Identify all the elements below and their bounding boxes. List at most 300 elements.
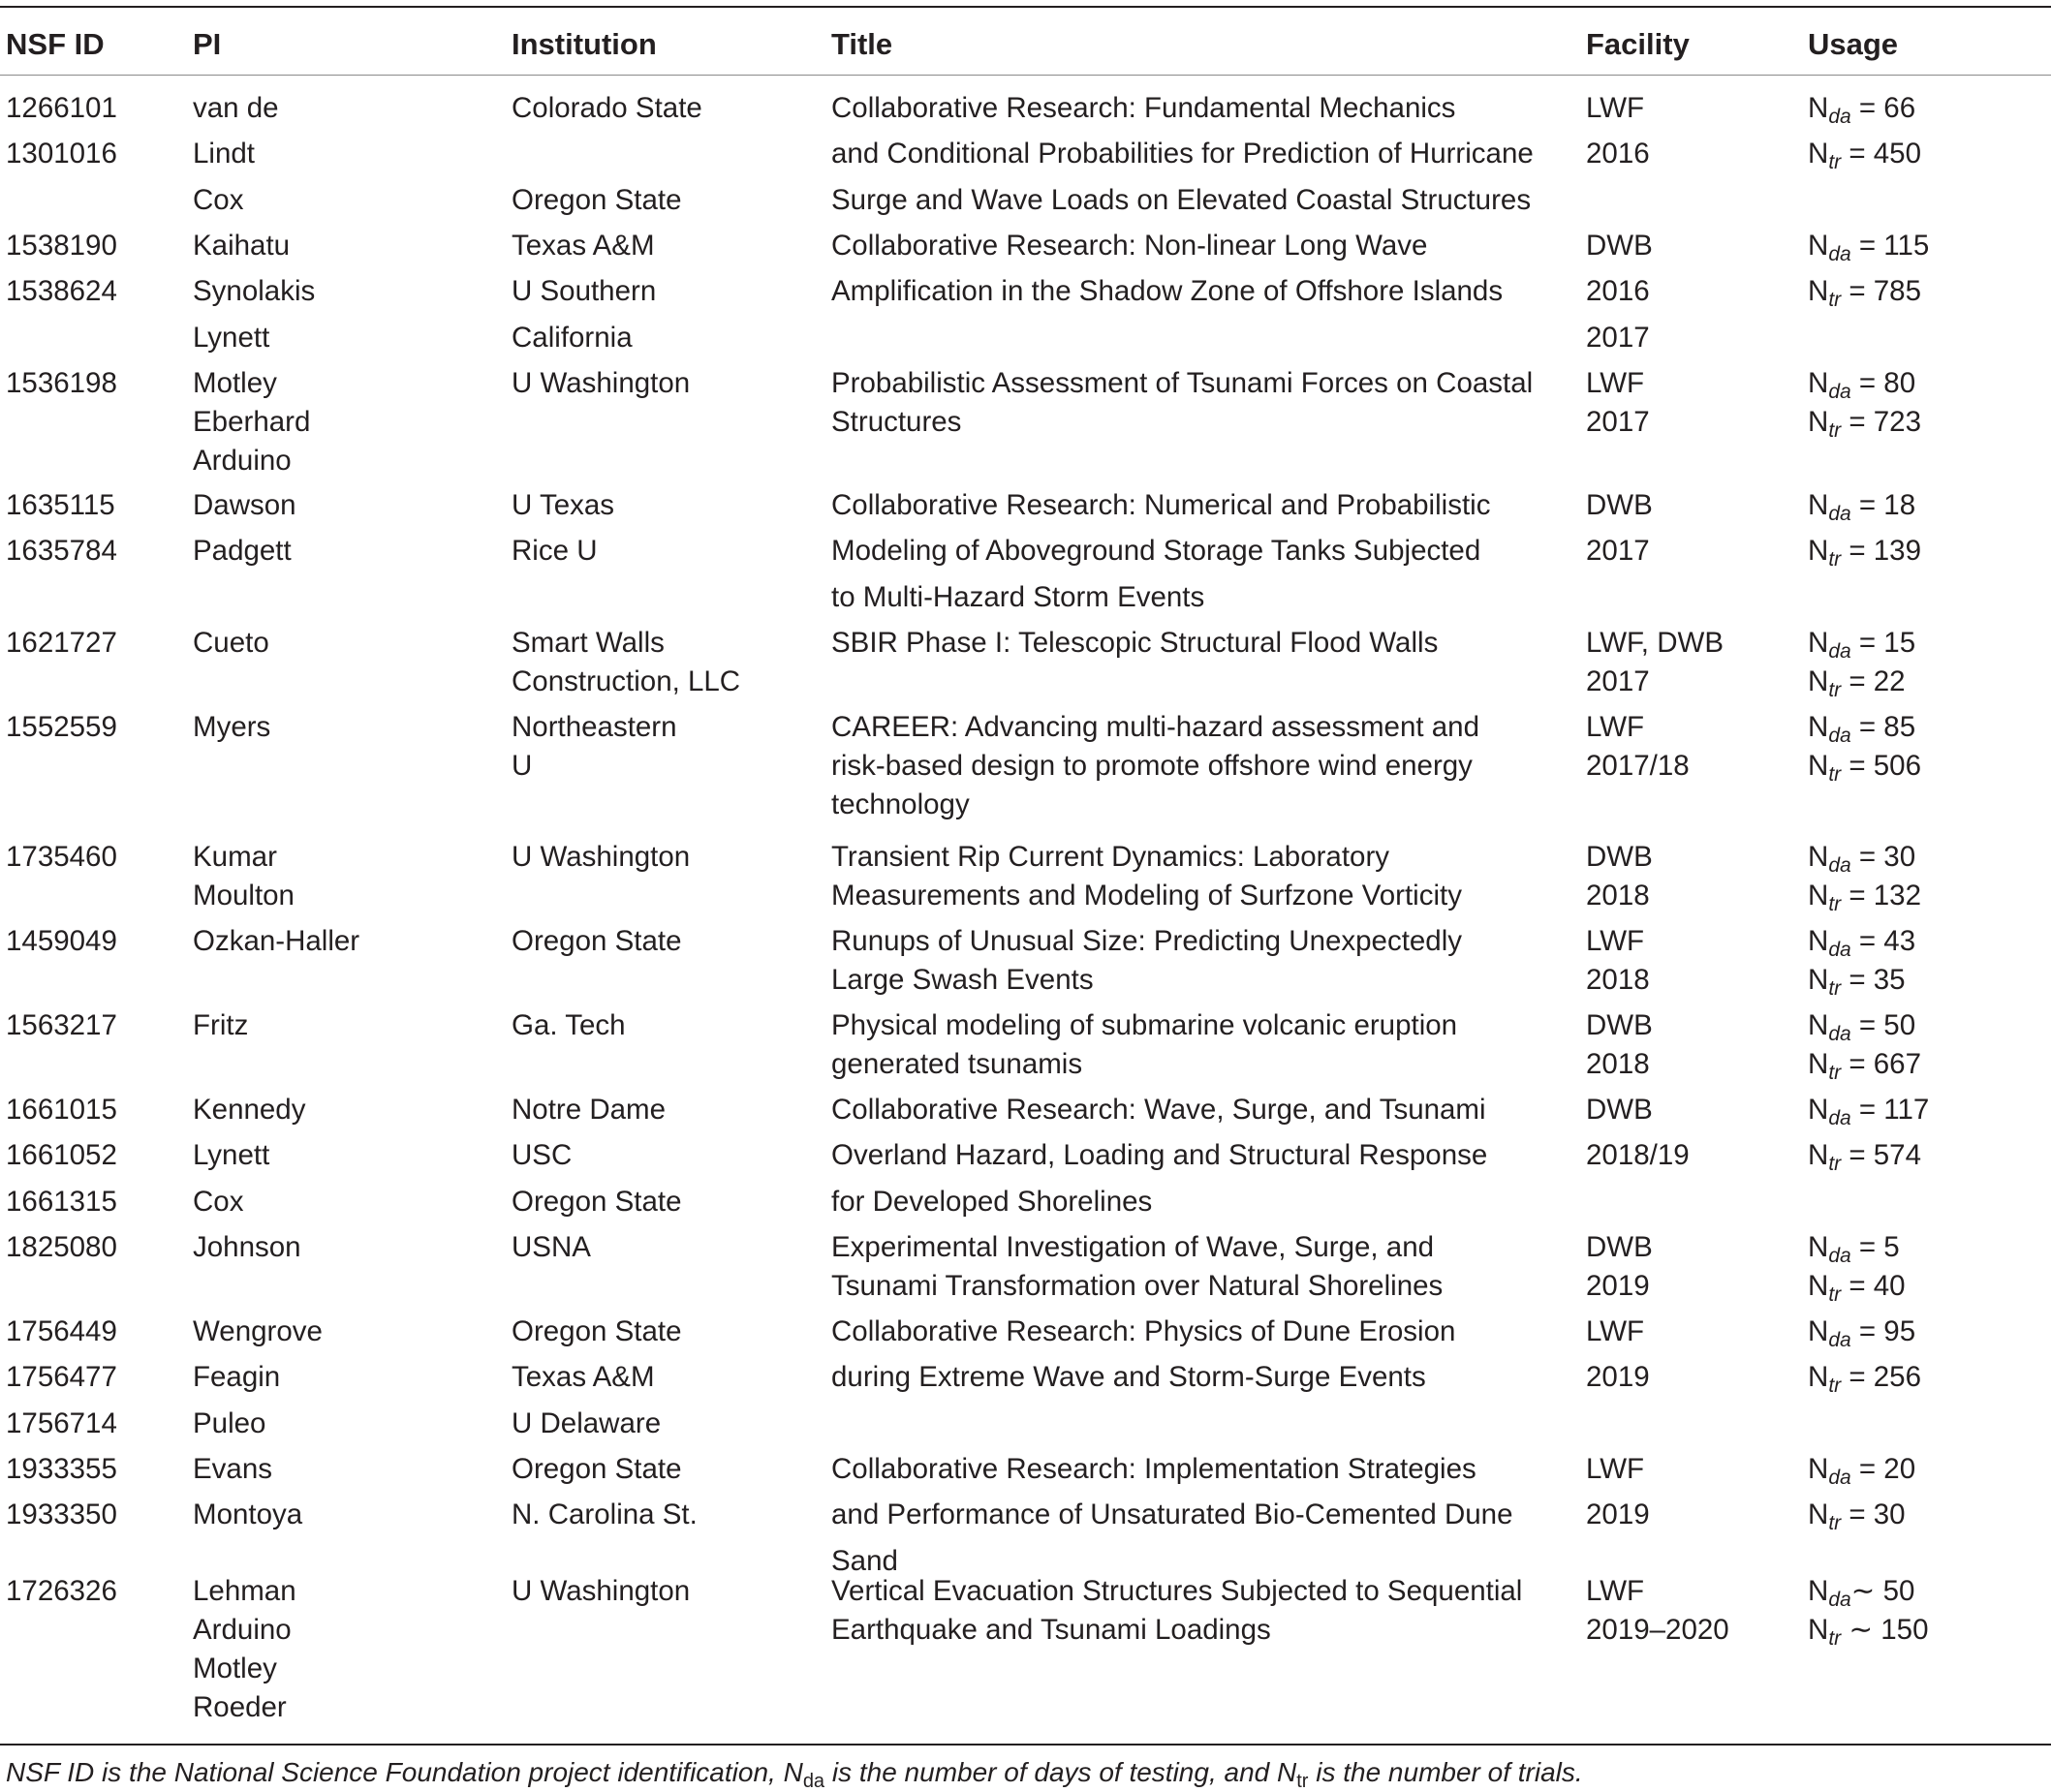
cell-line: Northeastern [512, 711, 677, 743]
cell-usage [1808, 922, 1915, 1000]
cell-line: 1661015 [6, 1094, 117, 1126]
usage-symbol: N [1808, 1009, 1829, 1041]
usage-subscript: da [1828, 106, 1851, 128]
cell-line: California [512, 321, 633, 354]
usage-subscript: da [1828, 1467, 1851, 1489]
usage-value: = 80 [1850, 367, 1916, 399]
usage-subscript: da [1828, 1107, 1851, 1129]
cell-line: Vertical Evacuation Structures Subjected to Sequential [831, 1575, 1523, 1607]
cell-line: 2019–2020 [1586, 1614, 1729, 1646]
cell-inst [512, 364, 690, 403]
cell-fac [1586, 364, 1650, 442]
cell-line: LWF [1586, 367, 1645, 399]
cell-usage [1808, 624, 1915, 701]
usage-symbol: N [1808, 964, 1829, 996]
cell-line: Texas A&M [512, 1361, 655, 1394]
cell-line: DWB [1586, 1009, 1653, 1041]
cell-nsf [6, 1228, 117, 1267]
usage-subscript: tr [1828, 548, 1842, 572]
usage-symbol: N [1808, 230, 1829, 262]
cell-nsf [6, 364, 117, 403]
cell-line: Kennedy [193, 1094, 306, 1126]
cell-line: LWF [1586, 1575, 1645, 1607]
usage-line [1808, 135, 1921, 180]
cell-line: Cox [193, 183, 244, 216]
cell-line: 1538190 [6, 230, 117, 262]
cell-usage [1808, 486, 1921, 578]
usage-value: = 574 [1841, 1139, 1921, 1172]
cell-line: U Delaware [512, 1406, 662, 1439]
cell-usage [1808, 89, 1921, 181]
cell-line: Texas A&M [512, 230, 655, 262]
usage-symbol: N [1808, 275, 1829, 308]
cell-line: to Multi-Hazard Storm Events [831, 580, 1205, 613]
footnote-part3: is the number of trials. [1308, 1757, 1583, 1787]
cell-line: 2018 [1586, 1048, 1650, 1080]
cell-inst [512, 1228, 591, 1267]
usage-value: = 66 [1850, 92, 1916, 124]
cell-fac [1586, 708, 1690, 786]
cell-fac [1586, 89, 1650, 181]
cell-title [831, 89, 1534, 227]
cell-line: Earthquake and Tsunami Loadings [831, 1614, 1271, 1646]
usage-line [1808, 747, 1921, 786]
cell-pi [193, 922, 359, 961]
cell-line: Synolakis [193, 275, 316, 308]
cell-line: technology [831, 788, 970, 820]
cell-line: 2017 [1586, 535, 1650, 568]
cell-line: 2019 [1586, 1498, 1650, 1531]
cell-line: Overland Hazard, Loading and Structural Response [831, 1139, 1488, 1172]
cell-nsf [6, 1006, 117, 1045]
usage-subscript: tr [1828, 1627, 1842, 1650]
usage-symbol: N [1808, 1048, 1829, 1080]
usage-subscript: da [1828, 640, 1851, 663]
cell-title [831, 1572, 1522, 1650]
usage-value: = 30 [1841, 1498, 1906, 1531]
cell-title [831, 1228, 1443, 1306]
usage-subscript: tr [1828, 679, 1842, 701]
cell-line: Wengrove [193, 1315, 323, 1347]
cell-line: Rice U [512, 535, 598, 568]
cell-usage [1808, 1228, 1906, 1306]
cell-line: 2017/18 [1586, 750, 1690, 782]
cell-inst [512, 922, 681, 961]
usage-value: ∼ 50 [1850, 1575, 1915, 1607]
cell-inst [512, 1450, 698, 1542]
usage-value: = 450 [1841, 138, 1921, 170]
cell-pi [193, 1572, 296, 1727]
cell-line: Arduino [193, 445, 292, 477]
cell-line: U Texas [512, 489, 615, 521]
cell-line: 2017 [1586, 321, 1650, 354]
cell-line: Oregon State [512, 183, 682, 216]
usage-subscript: da [1828, 503, 1851, 525]
cell-nsf [6, 227, 117, 319]
cell-pi [193, 1450, 302, 1542]
usage-symbol: N [1808, 880, 1829, 911]
usage-line [1808, 877, 1921, 915]
usage-line [1808, 1572, 1928, 1611]
cell-title [831, 227, 1503, 319]
cell-line: Lindt [193, 138, 255, 170]
cell-line: Large Swash Events [831, 964, 1094, 996]
cell-line: 1726326 [6, 1575, 117, 1607]
usage-symbol: N [1808, 1231, 1829, 1263]
cell-inst [512, 1313, 681, 1450]
cell-line: 1538624 [6, 275, 117, 308]
cell-inst [512, 1572, 690, 1611]
cell-line: Collaborative Research: Wave, Surge, and Tsunami [831, 1094, 1486, 1126]
cell-title [831, 1450, 1512, 1588]
cell-line: Cueto [193, 627, 269, 659]
cell-line: 1635115 [6, 489, 115, 521]
cell-line: and Conditional Probabilities for Prediction of Hurricane [831, 138, 1534, 170]
usage-symbol: N [1808, 138, 1829, 170]
cell-line: Colorado State [512, 92, 702, 124]
cell-pi [193, 1228, 301, 1267]
usage-line [1808, 1358, 1921, 1404]
cell-pi [193, 1006, 248, 1045]
cell-line: 1266101 [6, 92, 117, 124]
cell-line: Collaborative Research: Non-linear Long Wave [831, 230, 1428, 262]
cell-nsf [6, 89, 117, 181]
cell-line: DWB [1586, 489, 1653, 521]
cell-inst [512, 89, 702, 227]
usage-subscript: da [1828, 725, 1851, 747]
cell-line: 2016 [1586, 138, 1650, 170]
cell-line: 1661052 [6, 1139, 117, 1172]
cell-line: Collaborative Research: Fundamental Mechanics [831, 92, 1456, 124]
cell-line: for Developed Shorelines [831, 1185, 1153, 1218]
cell-line: U Washington [512, 841, 691, 873]
usage-value: = 20 [1850, 1453, 1916, 1485]
cell-line: Oregon State [512, 1185, 682, 1218]
cell-line: 1661315 [6, 1185, 117, 1218]
usage-symbol: N [1808, 535, 1829, 568]
usage-symbol: N [1808, 627, 1829, 659]
cell-inst [512, 486, 614, 578]
cell-line: Moulton [193, 880, 295, 911]
cell-line: Notre Dame [512, 1094, 667, 1126]
cell-line: LWF, DWB [1586, 627, 1725, 659]
cell-line: 1301016 [6, 138, 117, 170]
usage-symbol: N [1808, 1094, 1829, 1126]
cell-line: U [512, 750, 533, 782]
cell-pi [193, 486, 296, 578]
usage-subscript: da [1828, 854, 1851, 877]
cell-line: 2017 [1586, 406, 1650, 438]
usage-line [1808, 708, 1921, 747]
cell-inst [512, 708, 677, 786]
usage-symbol: N [1808, 841, 1829, 873]
cell-line: Evans [193, 1453, 272, 1485]
cell-line: generated tsunamis [831, 1048, 1083, 1080]
usage-subscript: tr [1828, 977, 1842, 1000]
cell-line: 2019 [1586, 1270, 1650, 1302]
cell-line: Oregon State [512, 1315, 682, 1347]
cell-line: 1825080 [6, 1231, 117, 1263]
cell-line [512, 135, 702, 180]
table-footnote [6, 1753, 1583, 1792]
cell-line: Ga. Tech [512, 1009, 626, 1041]
cell-line: LWF [1586, 711, 1645, 743]
usage-symbol: N [1808, 1315, 1829, 1347]
usage-line [1808, 663, 1915, 701]
cell-line: 2018 [1586, 964, 1650, 996]
cell-line: Lynett [193, 321, 270, 354]
usage-line [1808, 1045, 1921, 1084]
cell-line: LWF [1586, 925, 1645, 957]
cell-pi [193, 624, 269, 663]
header-usage: Usage [1808, 27, 1899, 61]
cell-line: Physical modeling of submarine volcanic eruption [831, 1009, 1458, 1041]
cell-usage [1808, 838, 1921, 915]
usage-value: = 117 [1850, 1094, 1930, 1126]
usage-value: = 43 [1850, 925, 1916, 957]
cell-title [831, 708, 1479, 824]
cell-line: Surge and Wave Loads on Elevated Coastal Structures [831, 183, 1532, 216]
usage-line [1808, 532, 1921, 577]
cell-line: Kaihatu [193, 230, 291, 262]
cell-line: Lehman [193, 1575, 296, 1607]
cell-pi [193, 364, 310, 480]
cell-fac [1586, 227, 1653, 364]
usage-value: = 506 [1841, 750, 1921, 782]
usage-value: = 35 [1841, 964, 1906, 996]
usage-subscript: tr [1828, 893, 1842, 915]
cell-pi [193, 227, 315, 364]
cell-fac [1586, 486, 1653, 578]
cell-line: Motley [193, 367, 277, 399]
cell-line: 1621727 [6, 627, 117, 659]
usage-line [1808, 624, 1915, 663]
usage-subscript: da [1828, 939, 1851, 961]
usage-subscript: tr [1828, 1512, 1842, 1535]
header-title: Title [831, 27, 893, 61]
cell-line: Amplification in the Shadow Zone of Offshore Islands [831, 275, 1504, 308]
cell-line: 1756449 [6, 1315, 117, 1347]
cell-usage [1808, 1572, 1928, 1650]
usage-subscript: da [1828, 1329, 1851, 1351]
cell-line: Lynett [193, 1139, 270, 1172]
cell-nsf [6, 922, 117, 961]
cell-line: 1536198 [6, 367, 117, 399]
cell-line: Probabilistic Assessment of Tsunami Forces on Coastal [831, 367, 1534, 399]
cell-line: SBIR Phase I: Telescopic Structural Flood Walls [831, 627, 1439, 659]
usage-line [1808, 403, 1921, 442]
cell-line: 1756714 [6, 1406, 117, 1439]
cell-usage [1808, 1006, 1921, 1084]
cell-line: 1459049 [6, 925, 117, 957]
cell-fac [1586, 1091, 1690, 1183]
cell-line: Padgett [193, 535, 292, 568]
header-institution: Institution [512, 27, 657, 61]
usage-line [1808, 1267, 1906, 1306]
cell-nsf [6, 1450, 117, 1542]
header-nsf-id: NSF ID [6, 27, 105, 61]
cell-line: Experimental Investigation of Wave, Surge, and [831, 1231, 1435, 1263]
cell-line: N. Carolina St. [512, 1498, 698, 1531]
usage-line [1808, 1136, 1929, 1182]
usage-symbol: N [1808, 1614, 1829, 1646]
cell-nsf [6, 486, 117, 578]
usage-symbol: N [1808, 489, 1829, 521]
usage-subscript: tr [1828, 419, 1842, 442]
cell-line: Runups of Unusual Size: Predicting Unexpectedly [831, 925, 1463, 957]
cell-line: 1563217 [6, 1009, 117, 1041]
cell-title [831, 486, 1490, 624]
usage-value: = 139 [1841, 535, 1921, 568]
cell-line: Fritz [193, 1009, 249, 1041]
usage-subscript: tr [1828, 1062, 1842, 1084]
cell-usage [1808, 1313, 1921, 1405]
usage-value: = 18 [1850, 489, 1916, 521]
cell-fac [1586, 1313, 1650, 1405]
cell-nsf [6, 624, 117, 663]
cell-line: during Extreme Wave and Storm-Surge Events [831, 1361, 1426, 1394]
cell-line: 1635784 [6, 535, 117, 568]
usage-line [1808, 922, 1915, 961]
cell-line: Construction, LLC [512, 665, 741, 697]
usage-value: = 5 [1850, 1231, 1900, 1263]
usage-value: = 115 [1850, 230, 1930, 262]
cell-nsf [6, 838, 117, 877]
footnote-part1: NSF ID is the National Science Foundation project identification, N [6, 1757, 803, 1787]
cell-line: Johnson [193, 1231, 301, 1263]
usage-line [1808, 486, 1921, 532]
usage-symbol: N [1808, 665, 1829, 697]
usage-value: = 95 [1850, 1315, 1916, 1347]
usage-value: = 15 [1850, 627, 1916, 659]
usage-value: = 132 [1841, 880, 1921, 911]
cell-line: Sand [831, 1544, 898, 1577]
usage-subscript: da [1828, 1245, 1851, 1267]
cell-line: DWB [1586, 1094, 1653, 1126]
cell-line: Ozkan-Haller [193, 925, 360, 957]
cell-pi [193, 89, 279, 227]
header-pi: PI [193, 27, 222, 61]
usage-line [1808, 364, 1921, 403]
usage-symbol: N [1808, 1361, 1829, 1394]
usage-symbol: N [1808, 925, 1829, 957]
cell-nsf [6, 1091, 117, 1228]
cell-line: 1933355 [6, 1453, 117, 1485]
usage-symbol: N [1808, 1498, 1829, 1531]
usage-value: = 50 [1850, 1009, 1916, 1041]
cell-line: Montoya [193, 1498, 303, 1531]
usage-value: = 30 [1850, 841, 1916, 873]
cell-line: DWB [1586, 230, 1653, 262]
cell-line: Roeder [193, 1691, 287, 1723]
cell-line: Feagin [193, 1361, 281, 1394]
usage-symbol: N [1808, 711, 1829, 743]
cell-title [831, 1091, 1487, 1228]
cell-line: Structures [831, 406, 962, 438]
cell-line: 2018 [1586, 880, 1650, 911]
cell-title [831, 1313, 1455, 1405]
cell-title [831, 364, 1533, 442]
cell-line: LWF [1586, 1453, 1645, 1485]
usage-line [1808, 961, 1915, 1000]
usage-symbol: N [1808, 1453, 1829, 1485]
usage-line [1808, 227, 1929, 272]
usage-value: = 785 [1841, 275, 1921, 308]
cell-fac [1586, 1006, 1653, 1084]
cell-fac [1586, 1450, 1650, 1542]
cell-inst [512, 1006, 626, 1045]
usage-symbol: N [1808, 1139, 1829, 1172]
cell-line: 1735460 [6, 841, 117, 873]
usage-subscript: da [1828, 1023, 1851, 1045]
usage-subscript: da [1828, 243, 1851, 265]
usage-line [1808, 838, 1921, 877]
cell-line: CAREER: Advancing multi-hazard assessment and [831, 711, 1479, 743]
cell-title [831, 624, 1438, 663]
usage-value: = 22 [1841, 665, 1906, 697]
cell-line: Collaborative Research: Numerical and Probabilistic [831, 489, 1491, 521]
usage-value: = 667 [1841, 1048, 1921, 1080]
cell-usage [1808, 364, 1921, 442]
cell-line: USNA [512, 1231, 591, 1263]
usage-value: = 256 [1841, 1361, 1921, 1394]
usage-line [1808, 1496, 1915, 1541]
cell-line: USC [512, 1139, 573, 1172]
usage-line [1808, 1091, 1929, 1136]
cell-line: U Washington [512, 367, 691, 399]
cell-line: Kumar [193, 841, 277, 873]
cell-line: U Southern [512, 275, 657, 308]
cell-fac [1586, 922, 1650, 1000]
cell-line: Cox [193, 1185, 244, 1218]
cell-line: Puleo [193, 1406, 266, 1439]
cell-pi [193, 838, 295, 915]
cell-title [831, 838, 1462, 915]
usage-value: = 723 [1841, 406, 1921, 438]
cell-line: Tsunami Transformation over Natural Shorelines [831, 1270, 1444, 1302]
cell-fac [1586, 1228, 1653, 1306]
cell-line: Myers [193, 711, 271, 743]
footnote-sub1: da [802, 1771, 825, 1792]
usage-value: ∼ 150 [1841, 1614, 1929, 1646]
cell-line: 1933350 [6, 1498, 117, 1531]
cell-line: Arduino [193, 1614, 292, 1646]
cell-line: van de [193, 92, 279, 124]
cell-line: Dawson [193, 489, 296, 521]
cell-line: 2018/19 [1586, 1139, 1690, 1172]
cell-line: 2019 [1586, 1361, 1650, 1394]
cell-title [831, 922, 1462, 1000]
cell-inst [512, 227, 656, 364]
cell-line: Smart Walls [512, 627, 665, 659]
header-facility: Facility [1586, 27, 1690, 61]
cell-line: risk-based design to promote offshore wind energy [831, 750, 1473, 782]
usage-subscript: tr [1828, 1153, 1842, 1176]
cell-line: DWB [1586, 841, 1653, 873]
cell-line: 2017 [1586, 665, 1650, 697]
cell-nsf [6, 708, 117, 747]
cell-usage [1808, 708, 1921, 786]
usage-line [1808, 1450, 1915, 1496]
bottom-rule [0, 1744, 2051, 1746]
footnote-part2: is the number of days of testing, and N [824, 1757, 1297, 1787]
usage-symbol: N [1808, 406, 1829, 438]
cell-usage [1808, 1091, 1929, 1183]
cell-line: LWF [1586, 1315, 1645, 1347]
cell-line: Oregon State [512, 925, 682, 957]
cell-pi [193, 1091, 305, 1228]
cell-line: and Performance of Unsaturated Bio-Cemented Dune [831, 1498, 1513, 1531]
